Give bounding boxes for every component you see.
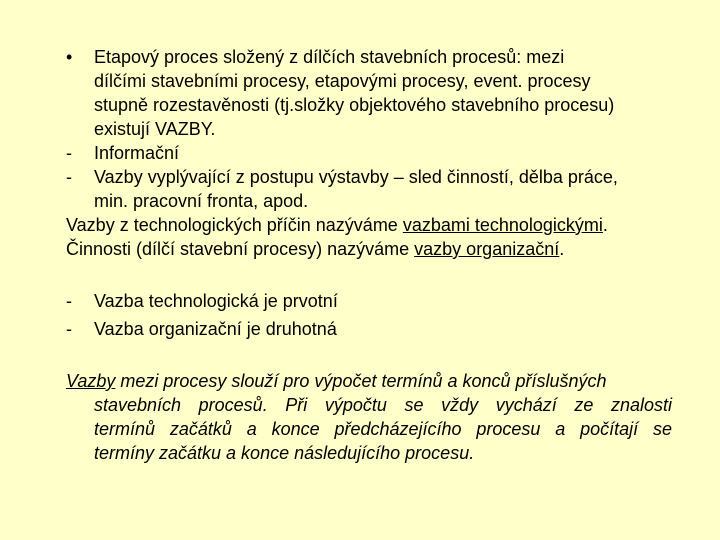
dash-1-text: Informační — [94, 143, 180, 163]
dash-3-text: Vazba technologická je prvotní — [94, 291, 338, 311]
dash-4-text: Vazba organizační je druhotná — [94, 319, 337, 339]
dash-marker: - — [66, 167, 72, 187]
dash-marker: - — [66, 319, 72, 339]
dash-marker: - — [66, 143, 72, 163]
bullet-1-line-2: dílčími stavebními procesy, etapovými procesy, event. procesy — [94, 71, 591, 91]
paragraph-1-prefix: Vazby z technologických příčin nazýváme — [66, 215, 403, 235]
paragraph-organizational — [66, 237, 564, 261]
paragraph-1-suffix: . — [602, 215, 608, 235]
paragraph-2-suffix: . — [559, 239, 565, 259]
dash-2-line-2: min. pracovní fronta, apod. — [94, 191, 309, 211]
bullet-marker: • — [66, 47, 73, 67]
bullet-1-line-4: existují VAZBY. — [94, 119, 216, 139]
paragraph-3-line-4: termíny začátku a konce následujícího procesu. — [94, 443, 475, 463]
paragraph-3-line-1-rest: mezi procesy slouží pro výpočet termínů a konců příslušných — [115, 371, 607, 391]
term-organizational-links: vazby organizační — [414, 239, 560, 259]
bullet-1-line-1: Etapový proces složený z dílčích stavebních procesů: mezi — [94, 47, 565, 67]
term-technological-links: vazbami technologickými — [402, 215, 603, 235]
dash-marker: - — [66, 291, 72, 311]
paragraph-2-prefix: Činnosti (dílčí stavební procesy) nazýváme — [66, 239, 415, 259]
paragraph-3-line-2: stavebních procesů. Při výpočtu se vždy vychází ze znalosti — [94, 395, 672, 415]
paragraph-3-line-3: termínů začátků a konce předcházejícího procesu a počítají se — [94, 419, 672, 439]
paragraph-3-line-1 — [66, 369, 607, 393]
paragraph-technological — [66, 213, 608, 237]
term-vazby: Vazby — [66, 371, 116, 391]
dash-2-line-1: Vazby vyplývající z postupu výstavby – sled činností, dělba práce, — [94, 167, 618, 187]
bullet-1-line-3: stupně rozestavěnosti (tj.složky objektového stavebního procesu) — [94, 95, 615, 115]
